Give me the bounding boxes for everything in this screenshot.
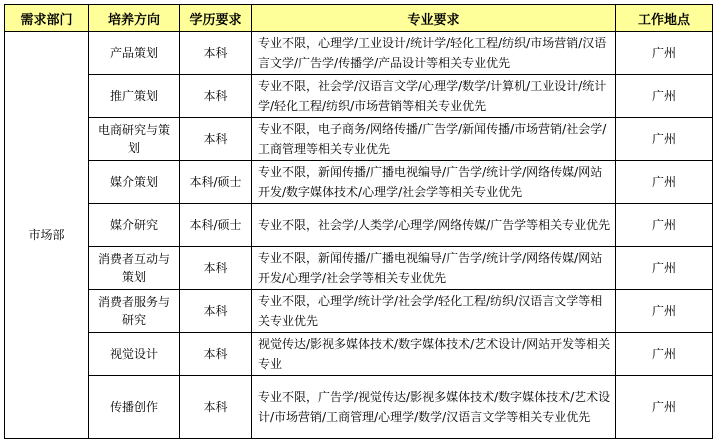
education-cell: 本科 <box>180 376 252 439</box>
major-cell: 专业不限，心理学/统计学/社会学/轻化工程/纺织/汉语言文学等相关专业优先 <box>252 290 616 333</box>
direction-cell: 消费者服务与研究 <box>89 290 180 333</box>
major-cell: 专业不限，新闻传播/广播电视编导/广告学/统计学/网络传媒/网站开发/心理学/社会学等相关专业优先 <box>252 247 616 290</box>
education-cell: 本科 <box>180 247 252 290</box>
table-row <box>5 118 713 161</box>
header-row <box>5 5 713 32</box>
direction-cell: 推广策划 <box>89 75 180 118</box>
table-row <box>5 376 713 439</box>
major-cell: 专业不限，心理学/工业设计/统计学/轻化工程/纺织/市场营销/汉语言文学/广告学/传播学/产品设计等相关专业优先 <box>252 32 616 75</box>
direction-cell: 视觉设计 <box>89 333 180 376</box>
direction-cell: 电商研究与策划 <box>89 118 180 161</box>
education-cell: 本科 <box>180 118 252 161</box>
location-cell: 广州 <box>616 376 713 439</box>
table-row <box>5 204 713 247</box>
table-row <box>5 32 713 75</box>
table-row <box>5 333 713 376</box>
recruitment-table <box>4 4 713 439</box>
location-cell: 广州 <box>616 161 713 204</box>
major-cell: 专业不限，电子商务/网络传播/广告学/新闻传播/市场营销/社会学/工商管理等相关专业优先 <box>252 118 616 161</box>
table-row <box>5 161 713 204</box>
location-cell: 广州 <box>616 32 713 75</box>
education-cell: 本科 <box>180 32 252 75</box>
education-cell: 本科 <box>180 333 252 376</box>
education-cell: 本科 <box>180 290 252 333</box>
department-cell: 市场部 <box>5 32 89 439</box>
location-cell: 广州 <box>616 247 713 290</box>
major-cell: 专业不限，新闻传播/广播电视编导/广告学/统计学/网络传媒/网站开发/数字媒体技术/心理学/社会学等相关专业优先 <box>252 161 616 204</box>
table-body <box>5 32 713 439</box>
education-cell: 本科/硕士 <box>180 204 252 247</box>
education-cell: 本科/硕士 <box>180 161 252 204</box>
direction-cell: 消费者互动与策划 <box>89 247 180 290</box>
education-cell: 本科 <box>180 75 252 118</box>
direction-cell: 媒介策划 <box>89 161 180 204</box>
location-cell: 广州 <box>616 204 713 247</box>
direction-cell: 媒介研究 <box>89 204 180 247</box>
direction-cell: 产品策划 <box>89 32 180 75</box>
direction-cell: 传播创作 <box>89 376 180 439</box>
location-cell: 广州 <box>616 333 713 376</box>
location-cell: 广州 <box>616 290 713 333</box>
major-cell: 专业不限，社会学/汉语言文学/心理学/数学/计算机/工业设计/统计学/轻化工程/纺织/市场营销等相关专业优先 <box>252 75 616 118</box>
major-cell: 视觉传达/影视多媒体技术/数字媒体技术/艺术设计/网站开发等相关专业 <box>252 333 616 376</box>
location-cell: 广州 <box>616 75 713 118</box>
header-direction: 培养方向 <box>89 5 180 32</box>
major-cell: 专业不限，广告学/视觉传达/影视多媒体技术/数字媒体技术/艺术设计/市场营销/工商管理/心理学/数学/汉语言文学等相关专业优先 <box>252 376 616 439</box>
header-location: 工作地点 <box>616 5 713 32</box>
table-row <box>5 247 713 290</box>
header-major: 专业要求 <box>252 5 616 32</box>
major-cell: 专业不限，社会学/人类学/心理学/网络传媒/广告学等相关专业优先 <box>252 204 616 247</box>
table-row <box>5 290 713 333</box>
header-education: 学历要求 <box>180 5 252 32</box>
table-row <box>5 75 713 118</box>
table-header <box>5 5 713 32</box>
location-cell: 广州 <box>616 118 713 161</box>
header-department: 需求部门 <box>5 5 89 32</box>
